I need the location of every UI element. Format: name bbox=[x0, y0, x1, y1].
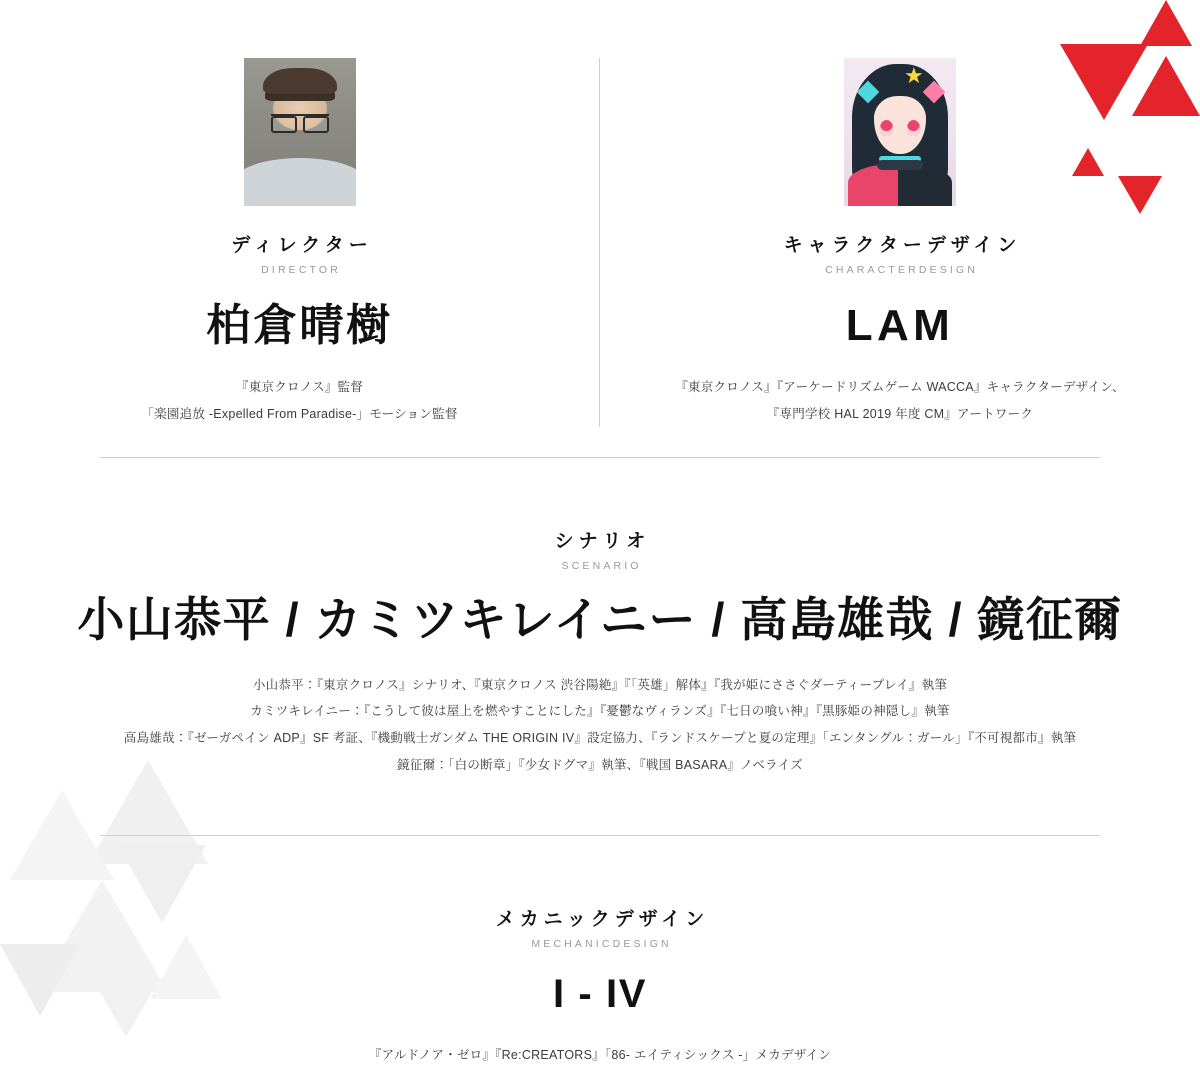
credit-line: 『東京クロノス』『アーケードリズムゲーム WACCA』キャラクターデザイン、 bbox=[675, 380, 1125, 395]
collar-icon bbox=[877, 160, 923, 170]
role-title-ja: メカニックデザイン bbox=[495, 909, 710, 931]
body-shape-icon bbox=[848, 164, 952, 206]
role-title-en: CHARACTERDESIGN bbox=[825, 264, 978, 276]
credit-list bbox=[40, 1042, 1160, 1069]
credit-line: 小山恭平：『東京クロノス』シナリオ、『東京クロノス 渋谷陽絶』『「英雄」解体』『我が姫にささぐダーティープレイ』執筆 bbox=[252, 677, 948, 692]
role-title-en: DIRECTOR bbox=[261, 264, 341, 276]
credit-line: カミツキレイニー：『こうして彼は屋上を燃やすことにした』『憂鬱なヴィランズ』『七日の喰い神』『黒豚姫の神隠し』執筆 bbox=[250, 704, 950, 719]
credit-line: 「楽園追放 -Expelled From Paradise-」モーション監督 bbox=[141, 406, 458, 421]
credit-line: 『専門学校 HAL 2019 年度 CM』アートワーク bbox=[766, 406, 1034, 421]
role-title-ja: キャラクターデザイン bbox=[783, 235, 1022, 256]
eye-icon bbox=[907, 120, 920, 136]
credit-list bbox=[141, 374, 457, 427]
credit-line: 『アルドノア・ゼロ』『Re:CREATORS』「86- エイティシックス -」メカデザイン bbox=[368, 1048, 832, 1063]
role-title-ja: ディレクター bbox=[231, 235, 373, 256]
eye-icon bbox=[880, 120, 893, 136]
credit-list bbox=[675, 374, 1125, 427]
glasses-icon bbox=[271, 114, 329, 130]
staff-block-director bbox=[0, 58, 600, 427]
role-title-en: MECHANICDESIGN bbox=[531, 938, 672, 951]
top-staff-row bbox=[0, 0, 1200, 427]
credit-line: 『東京クロノス』監督 bbox=[235, 380, 363, 395]
person-name: 柏倉晴樹 bbox=[206, 301, 393, 350]
credit-line: 高島雄哉：『ゼーガペイン ADP』SF 考証、『機動戦士ガンダム THE ORIGIN IV』設定協力、『ランドスケープと夏の定理』「エンタングル：ガール」『不可視都市』執筆 bbox=[123, 731, 1077, 746]
staff-block-scenario bbox=[0, 458, 1200, 779]
role-title-en: SCENARIO bbox=[561, 559, 642, 572]
role-title-ja: シナリオ bbox=[554, 530, 651, 552]
staff-block-character-design bbox=[600, 58, 1200, 427]
credit-list bbox=[40, 672, 1160, 780]
person-name: LAM bbox=[845, 301, 955, 350]
staff-block-mechanic-design bbox=[0, 836, 1200, 1069]
person-name: 小山恭平 / カミツキレイニー / 高島雄哉 / 鏡征爾 bbox=[77, 592, 1123, 646]
person-name: I - IV bbox=[552, 972, 648, 1017]
director-portrait bbox=[244, 58, 356, 206]
credit-line: 鏡征爾：「白の断章」『少女ドグマ』執筆、『戦国 BASARA』ノベライズ bbox=[397, 758, 803, 773]
character-design-artwork bbox=[844, 58, 956, 206]
